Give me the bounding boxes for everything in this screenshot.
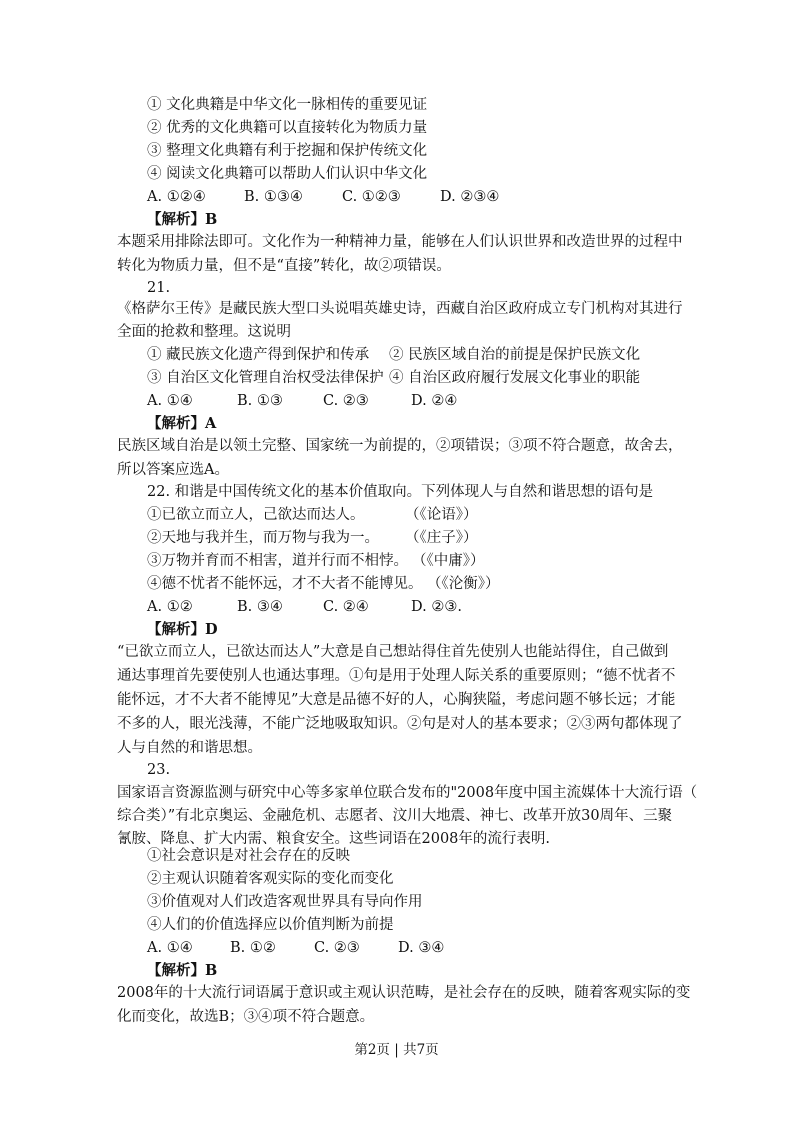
- q22-option-a: A. ①②: [147, 599, 193, 615]
- q22-answer: 【解析】D: [147, 621, 218, 638]
- q22-item-2-source: （《庄子》）: [405, 530, 478, 546]
- q23-option-d: D. ③④: [398, 940, 445, 956]
- q22-item-4: [147, 574, 500, 594]
- q20-option-d: D. ②③④: [440, 189, 500, 205]
- q21-stem-line-2: 全面的抢救和整理。这说明: [117, 324, 291, 340]
- q22-item-2-text: ②天地与我并生，而万物与我为一。: [147, 530, 379, 546]
- q21-item-3: ③ 自治区文化管理自治权受法律保护: [147, 370, 384, 386]
- q22-item-3-source: （《中庸》）: [412, 553, 485, 569]
- q23-options: [147, 938, 444, 958]
- q22-options: [147, 597, 462, 617]
- q21-option-d: D. ②④: [411, 393, 458, 409]
- q22-item-3: [147, 551, 485, 571]
- q21-item-1: ① 藏民族文化遗产得到保护和传承: [147, 347, 370, 363]
- page-footer: 第2页 | 共7页: [354, 1042, 439, 1058]
- q22-item-1-text: ①已欲立而立人，己欲达而达人。: [147, 507, 365, 523]
- q21-option-a: A. ①④: [147, 393, 193, 409]
- q22-explanation: [117, 640, 683, 760]
- q22-option-c: C. ②④: [323, 599, 369, 615]
- q21-option-c: C. ②③: [323, 393, 369, 409]
- q23-stem-line-2: 综合类）”有北京奥运、金融危机、志愿者、汶川大地震、神七、改革开放30周年、三聚: [117, 808, 673, 824]
- q20-item-4: ④ 阅读文化典籍可以帮助人们认识中华文化: [147, 166, 428, 182]
- q22-item-3-text: ③万物并育而不相害，道并行而不相悖。: [147, 553, 408, 569]
- q23-item-4: ④人们的价值选择应以价值判断为前提: [147, 917, 394, 933]
- q22-item-4-text: ④德不忧者不能怀远，才不大者不能博见。: [147, 576, 423, 592]
- q22-explanation-line-2: 通达事理首先要使别人也通达事理。①句是用于处理人际关系的重要原则；“德不忧者不: [117, 668, 676, 684]
- q23-explanation-line-2: 化而变化，故选B；③④项不符合题意。: [117, 1009, 375, 1025]
- q20-options: [147, 187, 499, 207]
- q21-item-4: ④ 自治区政府履行发展文化事业的职能: [389, 370, 641, 386]
- q23-number: 23.: [147, 762, 171, 778]
- q21-answer: 【解析】A: [147, 415, 217, 432]
- q20-answer: 【解析】B: [147, 211, 218, 228]
- q22-explanation-line-5: 人与自然的和谐思想。: [117, 740, 262, 756]
- q23-option-b: B. ①②: [230, 940, 276, 956]
- q22-item-2: [147, 528, 478, 548]
- q22-explanation-line-4: 不多的人，眼光浅薄，不能广泛地吸取知识。②句是对人的基本要求；②③两句都体现了: [117, 716, 683, 732]
- q20-option-b: B. ①③④: [244, 189, 303, 205]
- q22-option-b: B. ③④: [237, 599, 283, 615]
- q20-explanation: [117, 230, 683, 278]
- q21-stem-line-1: 《格萨尔王传》是藏民族大型口头说唱英雄史诗，西藏自治区政府成立专门机构对其进行: [117, 301, 683, 317]
- q20-option-c: C. ①②③: [342, 189, 401, 205]
- q23-answer: 【解析】B: [147, 962, 218, 979]
- q22-stem: 22. 和谐是中国传统文化的基本价值取向。下列体现人与自然和谐思想的语句是: [147, 484, 654, 500]
- q20-explanation-line-2: 转化为物质力量，但不是“直接”转化，故②项错误。: [117, 258, 451, 274]
- q22-item-4-source: （《沦衡》）: [427, 576, 500, 592]
- q20-explanation-line-1: 本题采用排除法即可。文化作为一种精神力量，能够在人们认识世界和改造世界的过程中: [117, 234, 683, 250]
- q22-item-1-source: （《论语》）: [405, 507, 478, 523]
- q22-item-1: [147, 505, 478, 525]
- q20-item-1: ① 文化典籍是中华文化一脉相传的重要见证: [147, 97, 428, 113]
- q21-number: 21.: [147, 280, 171, 296]
- q23-option-a: A. ①④: [147, 940, 193, 956]
- q20-item-3: ③ 整理文化典籍有利于挖掘和保护传统文化: [147, 143, 428, 159]
- q23-option-c: C. ②③: [314, 940, 360, 956]
- q21-item-2: ② 民族区域自治的前提是保护民族文化: [389, 347, 641, 363]
- q21-options: [147, 391, 457, 411]
- q23-item-2: ②主观认识随着客观实际的变化而变化: [147, 871, 394, 887]
- q23-item-1: ①社会意识是对社会存在的反映: [147, 848, 350, 864]
- q21-items-row-2: [147, 368, 640, 388]
- q20-item-2: ② 优秀的文化典籍可以直接转化为物质力量: [147, 120, 428, 136]
- q23-stem-line-3: 氰胺、降息、扩大内需、粮食安全。这些词语在2008年的流行表明.: [117, 831, 551, 847]
- q21-explanation: [117, 434, 683, 482]
- q21-explanation-line-1: 民族区域自治是以领土完整、国家统一为前提的，②项错误；③项不符合题意，故舍去，: [117, 438, 683, 454]
- q23-stem-line-1: 国家语言资源监测与研究中心等多家单位联合发布的"2008年度中国主流媒体十大流行语（: [117, 785, 698, 801]
- q22-explanation-line-3: 能怀远，才不大者不能博见”大意是品德不好的人，心胸狭隘，考虑问题不够长远；才能: [117, 692, 676, 708]
- q23-item-3: ③价值观对人们改造客观世界具有导向作用: [147, 894, 423, 910]
- q21-option-b: B. ①③: [237, 393, 283, 409]
- q22-option-d: D. ②③.: [411, 599, 462, 615]
- q23-explanation: [117, 981, 691, 1029]
- q21-items-row-1: [147, 345, 640, 365]
- q20-option-a: A. ①②④: [147, 189, 206, 205]
- q22-explanation-line-1: “已欲立而立人，已欲达而达人”大意是自己想站得住首先使别人也能站得住，自己做到: [117, 644, 669, 660]
- q21-explanation-line-2: 所以答案应选A。: [117, 462, 229, 478]
- q23-explanation-line-1: 2008年的十大流行词语属于意识或主观认识范畴，是社会存在的反映，随着客观实际的变: [117, 985, 691, 1001]
